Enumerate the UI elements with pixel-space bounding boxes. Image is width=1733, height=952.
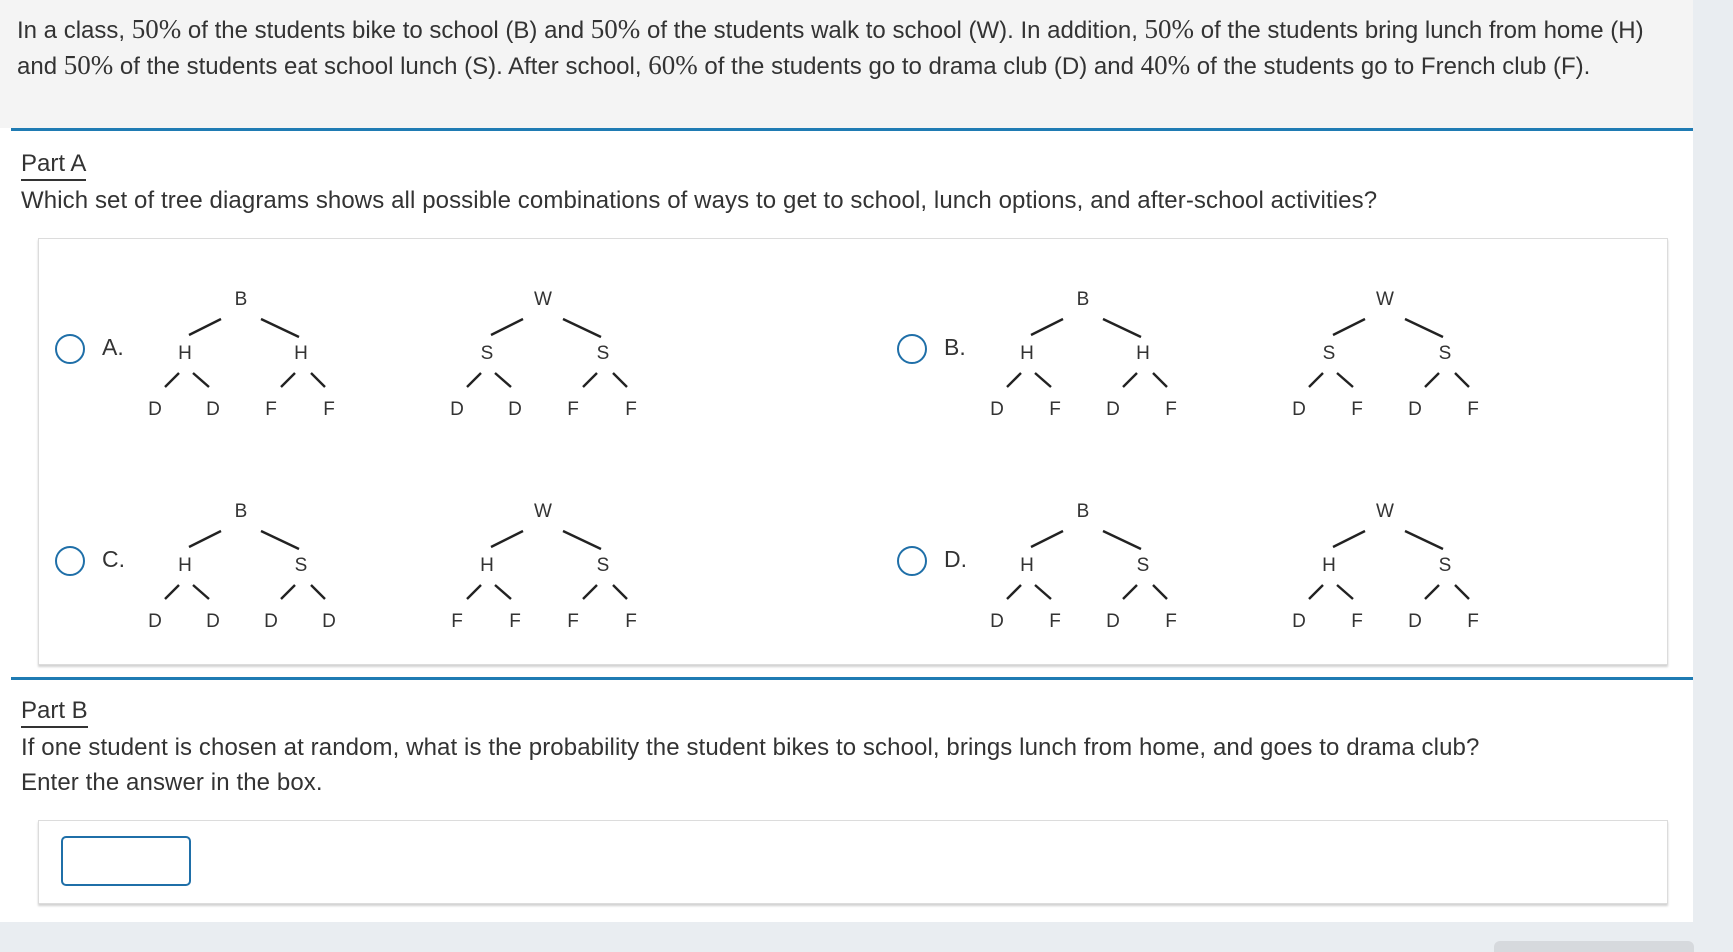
stem-percent: 50% [131,14,182,44]
tree-leaf-label: F [625,611,637,632]
tree-branch [1405,319,1443,337]
part-b-divider [11,677,1693,680]
stem-percent: 50% [1144,14,1195,44]
tree-node-label: H [1020,555,1034,576]
tree-leaf-label: D [1292,611,1306,632]
tree-branch [1309,585,1323,599]
option-letter: A. [102,334,124,360]
stem-text-segment: of the students walk to school (W). In addition, [640,17,1145,44]
tree-diagram [1292,489,1525,632]
tree-branch [1031,531,1063,547]
tree-branch [583,373,597,387]
choice-option-c[interactable] [39,451,799,651]
tree-node-label: S [1136,555,1150,576]
tree-branch [311,585,325,599]
tree-leaf-label: F [1467,611,1479,632]
tree-leaf-label: F [1165,399,1177,420]
tree-leaf-label: D [322,611,336,632]
tree-branch [1405,531,1443,549]
tree-leaf-label: D [206,611,220,632]
tree-leaf-label: D [148,611,162,632]
tree-branch [1337,373,1353,387]
tree-leaf-label: D [1408,399,1422,420]
tree-node-label: S [596,555,610,576]
tree-node-label: S [480,343,494,364]
tree-branch [1425,373,1439,387]
tree-root-label: W [534,289,552,310]
part-a-choices-panel [38,238,1668,665]
tree-node-label: H [178,343,192,364]
tree-leaf-label: D [1292,399,1306,420]
tree-branch [1103,319,1141,337]
tree-diagram [148,277,381,420]
tree-node-label: S [1438,555,1452,576]
tree-branch [1337,585,1353,599]
option-letter: C. [102,546,125,572]
choice-option-a[interactable] [39,239,799,439]
tree-branch [281,373,295,387]
tree-diagram [451,489,683,632]
tree-branch [1333,531,1365,547]
tree-branch [193,373,209,387]
tree-branch [563,531,601,549]
stem-percent: 60% [648,50,698,80]
tree-branch [1007,373,1021,387]
tree-node-label: S [1322,343,1336,364]
scrollbar-thumb[interactable] [1494,941,1694,952]
tree-leaf-label: F [567,399,579,420]
tree-leaf-label: D [264,611,278,632]
tree-root-label: B [234,289,248,310]
part-b-answer-panel [38,820,1668,904]
tree-branch [613,585,627,599]
part-a-label: Part A [21,150,86,181]
tree-leaf-label: F [323,399,335,420]
radio-button[interactable] [897,334,927,364]
tree-leaf-label: D [450,399,464,420]
tree-diagram [148,489,381,632]
tree-node-label: H [1136,343,1150,364]
tree-leaf-label: D [148,399,162,420]
tree-branch [1031,319,1063,335]
radio-button[interactable] [55,546,85,576]
tree-node-label: H [1322,555,1336,576]
tree-leaf-label: F [1467,399,1479,420]
part-a-divider [11,128,1693,131]
tree-branch [1309,373,1323,387]
tree-leaf-label: F [265,399,277,420]
tree-leaf-label: F [625,399,637,420]
tree-leaf-label: F [509,611,521,632]
choice-option-d[interactable] [881,451,1641,651]
tree-branch [165,373,179,387]
tree-branch [495,585,511,599]
tree-branch [1007,585,1021,599]
stem-text-segment: of the students bring lunch from home (H) and [17,17,1644,80]
answer-input[interactable] [61,836,191,886]
tree-leaf-label: D [508,399,522,420]
radio-button[interactable] [897,546,927,576]
tree-leaf-label: D [1408,611,1422,632]
tree-node-label: S [596,343,610,364]
option-letter: B. [944,334,966,360]
tree-branch [467,585,481,599]
part-b-question: If one student is chosen at random, what is the probability the student bikes to school, brings lunch from home, and goes to drama club? [21,734,1480,761]
tree-leaf-label: F [451,611,463,632]
tree-root-label: B [1076,289,1090,310]
part-a-question: Which set of tree diagrams shows all possible combinations of ways to get to school, lunch options, and after-school activities? [21,187,1378,214]
tree-diagram [1292,277,1525,420]
tree-node-label: H [178,555,192,576]
tree-root-label: W [534,501,552,522]
part-b-label: Part B [21,697,88,728]
tree-branch [1153,373,1167,387]
tree-diagram [990,277,1223,420]
tree-branch [583,585,597,599]
stem-text-segment: of the students go to French club (F). [1190,53,1591,80]
tree-leaf-label: D [1106,611,1120,632]
tree-leaf-label: F [567,611,579,632]
tree-branch [193,585,209,599]
tree-branch [563,319,601,337]
stem-text-segment: of the students go to drama club (D) and [697,53,1141,80]
stem-text-segment: of the students eat school lunch (S). After school, [113,53,649,80]
tree-leaf-label: D [990,611,1004,632]
stem-text-segment: In a class, [17,17,132,44]
tree-branch [189,531,221,547]
tree-branch [491,319,523,335]
stem-text-segment: of the students bike to school (B) and [181,17,591,44]
tree-branch [1425,585,1439,599]
radio-button[interactable] [55,334,85,364]
tree-root-label: W [1376,501,1394,522]
tree-leaf-label: D [1106,399,1120,420]
option-letter: D. [944,546,967,572]
tree-branch [1035,585,1051,599]
tree-branch [261,531,299,549]
stem-percent: 50% [590,14,641,44]
stem-percent: 50% [63,50,114,80]
tree-branch [1455,373,1469,387]
part-b-instruction: Enter the answer in the box. [21,769,323,796]
tree-leaf-label: F [1165,611,1177,632]
tree-node-label: H [294,343,308,364]
question-stem [0,0,1693,128]
tree-leaf-label: F [1351,611,1363,632]
tree-branch [281,585,295,599]
tree-branch [1123,373,1137,387]
tree-root-label: B [1076,501,1090,522]
tree-branch [491,531,523,547]
tree-root-label: W [1376,289,1394,310]
tree-branch [1333,319,1365,335]
tree-branch [1035,373,1051,387]
stem-percent: 40% [1140,50,1191,80]
tree-leaf-label: D [990,399,1004,420]
tree-root-label: B [234,501,248,522]
tree-diagram [450,277,683,420]
tree-branch [1123,585,1137,599]
tree-branch [1103,531,1141,549]
tree-branch [165,585,179,599]
tree-leaf-label: F [1351,399,1363,420]
tree-branch [495,373,511,387]
tree-node-label: H [480,555,494,576]
tree-node-label: S [294,555,308,576]
tree-branch [1153,585,1167,599]
choice-option-b[interactable] [881,239,1641,439]
stem-text [17,12,1677,84]
tree-diagram [990,489,1223,632]
tree-branch [311,373,325,387]
tree-branch [613,373,627,387]
tree-branch [189,319,221,335]
tree-branch [1455,585,1469,599]
tree-branch [467,373,481,387]
tree-leaf-label: D [206,399,220,420]
tree-leaf-label: F [1049,611,1061,632]
tree-leaf-label: F [1049,399,1061,420]
tree-node-label: H [1020,343,1034,364]
tree-branch [261,319,299,337]
tree-node-label: S [1438,343,1452,364]
